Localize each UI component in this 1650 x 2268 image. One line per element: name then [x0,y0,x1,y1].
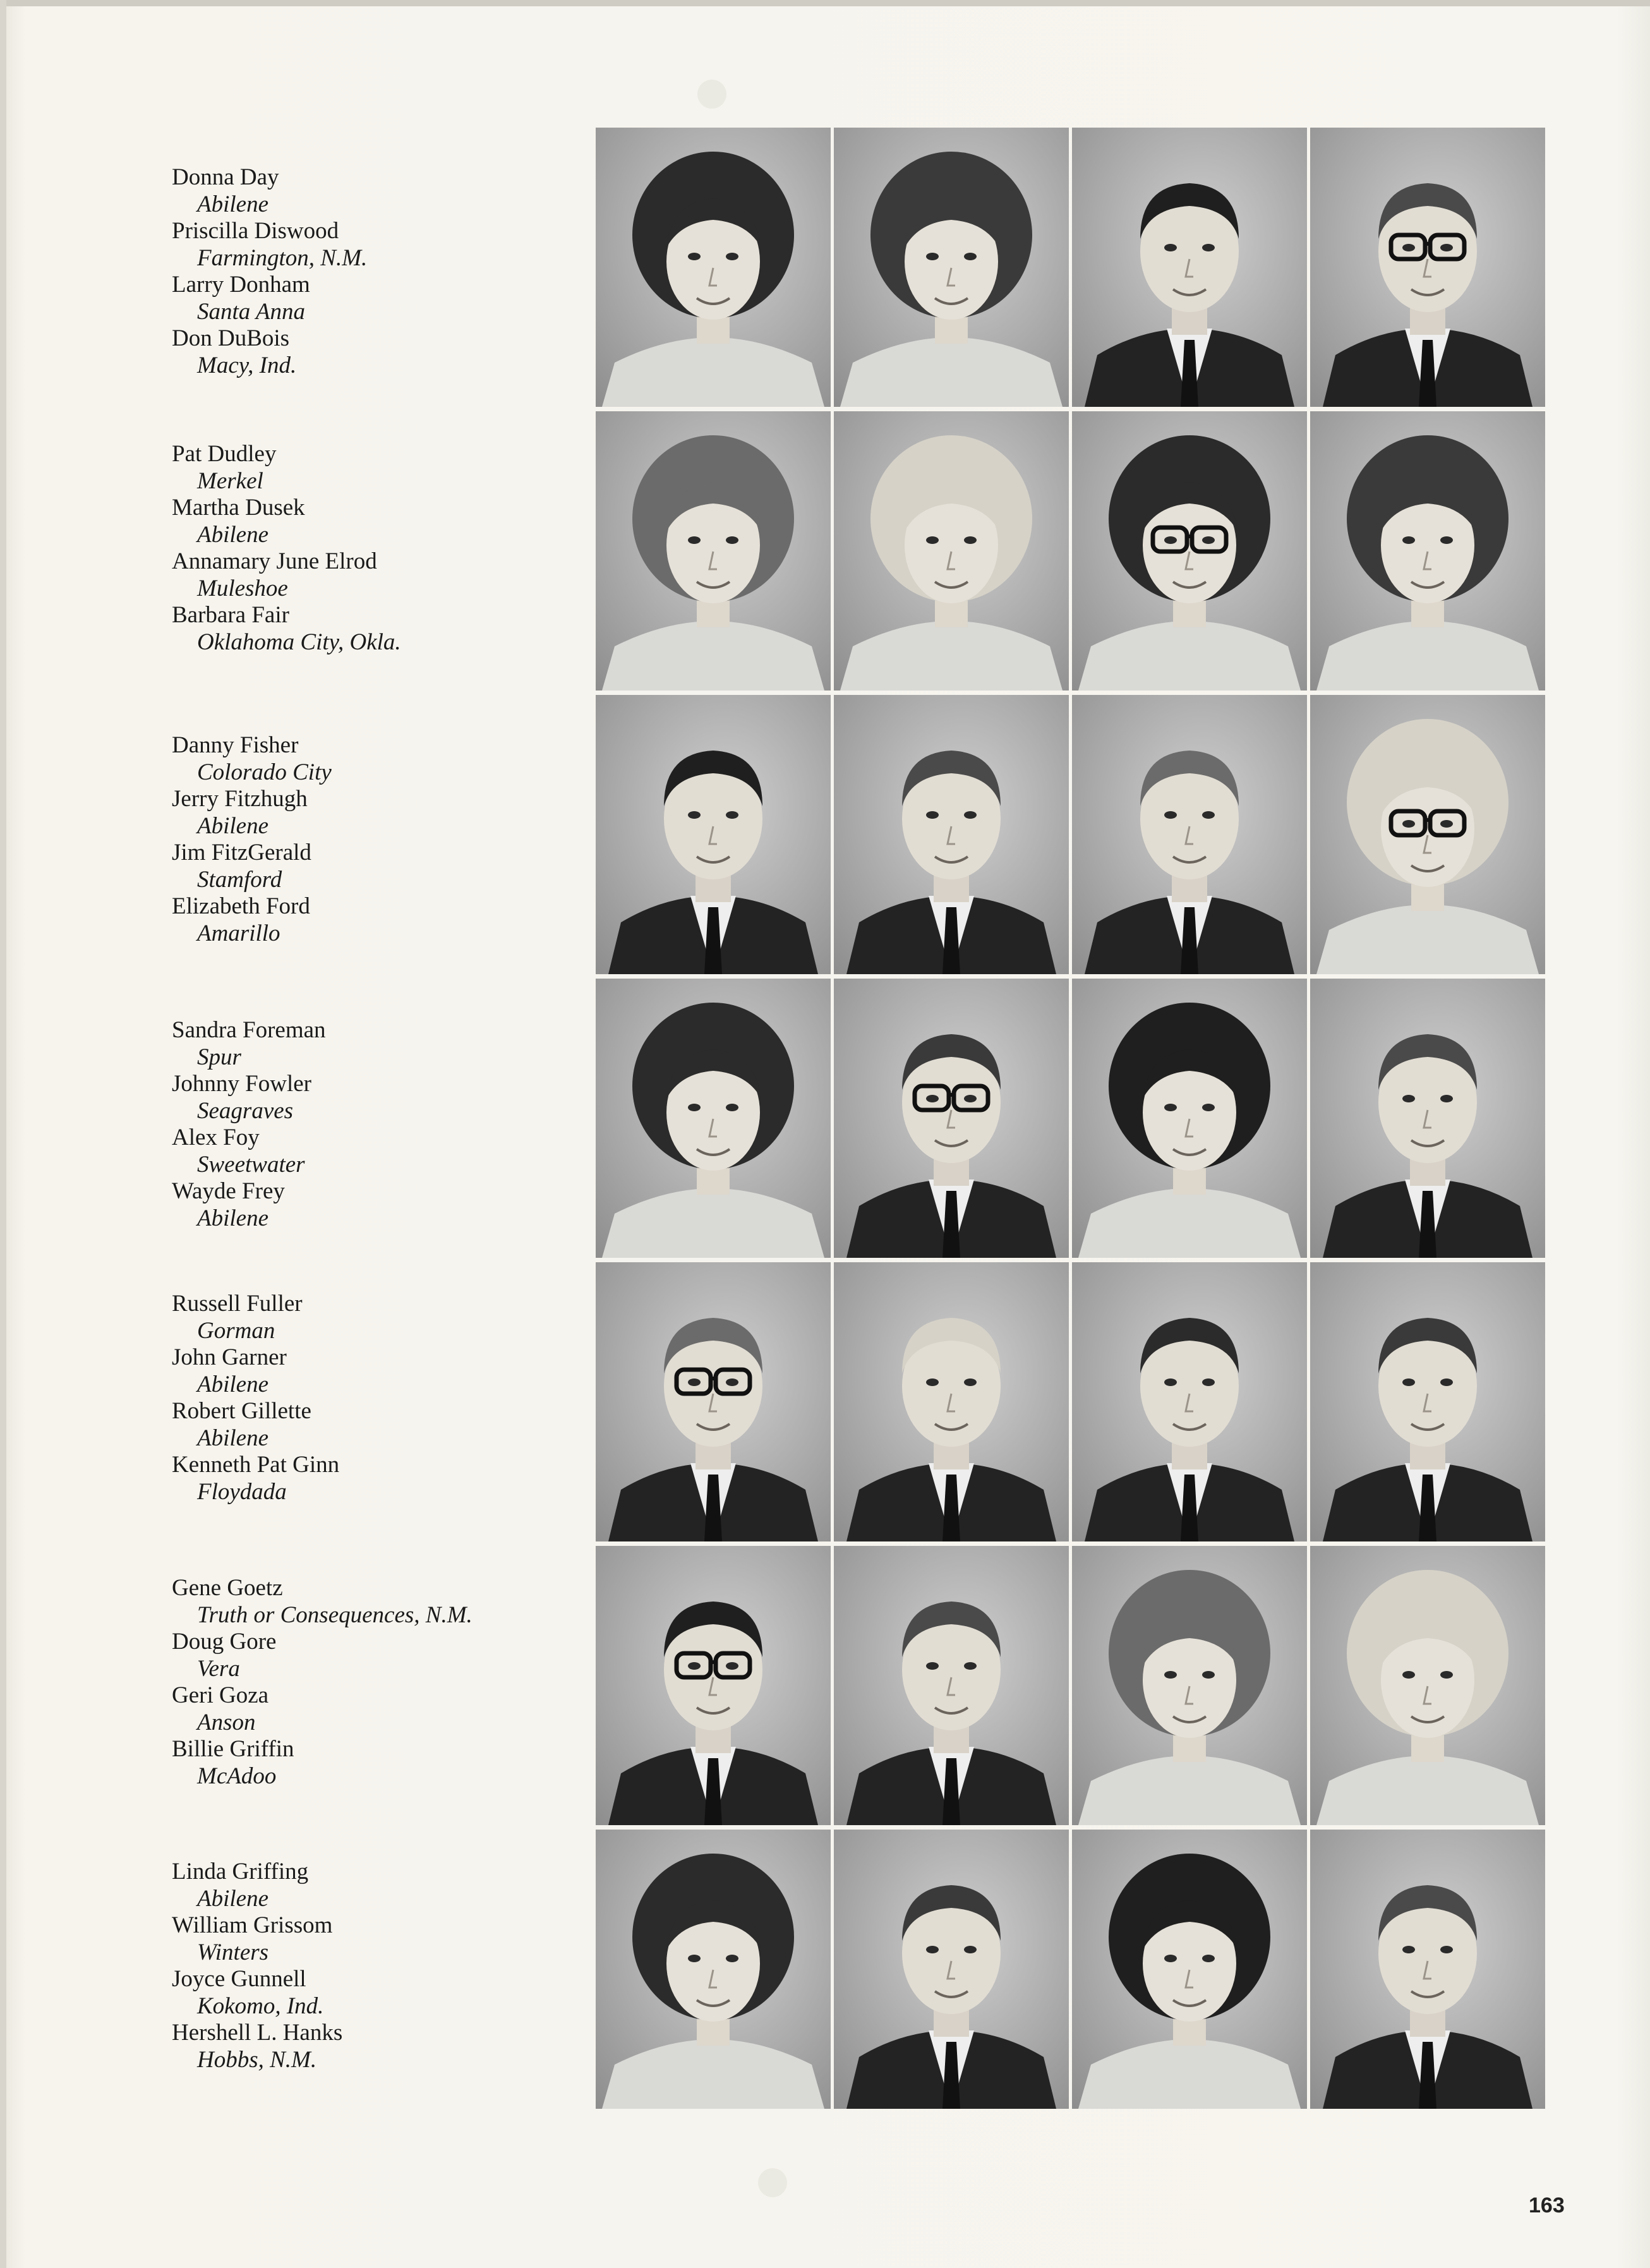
student-hometown: Amarillo [197,920,280,946]
caption-entry [172,1125,563,1178]
page-binding-edge [0,0,6,2268]
page-number: 163 [1529,2193,1565,2217]
student-hometown: Abilene [197,1885,269,1912]
caption-entry [172,1291,563,1344]
caption-group-4 [172,1017,563,1232]
student-hometown: Merkel [197,467,263,494]
student-hometown: Stamford [197,866,282,893]
caption-entry [172,1736,563,1790]
student-portrait [596,411,831,691]
caption-entry [172,495,563,548]
caption-entry [172,325,563,379]
student-hometown: Santa Anna [197,298,305,325]
student-hometown: Oklahoma City, Okla. [197,629,401,655]
student-portrait [1072,1546,1307,1825]
student-portrait [834,979,1069,1258]
student-name: Don DuBois [172,325,290,351]
caption-entry [172,1575,563,1629]
student-name: Barbara Fair [172,602,289,628]
student-name: Danny Fisher [172,732,299,758]
student-portrait [1310,695,1545,974]
student-hometown: Truth or Consequences, N.M. [197,1601,473,1628]
student-portrait [596,1830,831,2109]
student-name: John Garner [172,1344,287,1370]
caption-group-5 [172,1291,563,1505]
student-name: Larry Donham [172,272,310,298]
student-hometown: Gorman [197,1317,275,1344]
student-hometown: Farmington, N.M. [197,244,368,271]
student-name: Jerry Fitzhugh [172,786,308,812]
student-name: Sandra Foreman [172,1017,326,1043]
student-hometown: McAdoo [197,1763,277,1789]
caption-group-7 [172,1859,563,2073]
student-name: Linda Griffing [172,1859,309,1885]
student-portrait [834,695,1069,974]
student-portrait [596,1546,831,1825]
student-portrait [596,695,831,974]
caption-entry [172,1629,563,1682]
student-portrait [834,1546,1069,1825]
bleed-through-mark-bottom [758,2168,787,2197]
caption-entry [172,893,563,947]
student-name: Kenneth Pat Ginn [172,1452,340,1478]
caption-entry [172,840,563,893]
caption-group-1 [172,164,563,379]
student-portrait [1310,1262,1545,1541]
student-name: Priscilla Diswood [172,218,339,244]
student-portrait [1072,1262,1307,1541]
caption-entry [172,272,563,325]
caption-entry [172,218,563,272]
caption-entry [172,1859,563,1912]
caption-entry [172,1398,563,1452]
student-name: Annamary June Elrod [172,548,377,574]
student-portrait [834,411,1069,691]
caption-entry [172,732,563,786]
student-portrait [834,1830,1069,2109]
student-portrait [1072,128,1307,407]
caption-entry [172,786,563,840]
student-portrait [1072,411,1307,691]
bleed-through-mark-top [697,80,726,109]
caption-entry [172,1017,563,1071]
student-name: Elizabeth Ford [172,893,310,919]
caption-entry [172,1452,563,1505]
student-name: Robert Gillette [172,1398,311,1424]
student-portrait [1072,695,1307,974]
student-name: Russell Fuller [172,1291,303,1317]
caption-entry [172,1682,563,1736]
student-portrait [596,979,831,1258]
student-name: Gene Goetz [172,1575,283,1601]
student-name: Johnny Fowler [172,1071,311,1097]
student-name: Billie Griffin [172,1736,294,1762]
student-portrait [1310,1830,1545,2109]
student-portrait [1310,1546,1545,1825]
student-hometown: Macy, Ind. [197,352,297,378]
student-hometown: Anson [197,1709,256,1735]
caption-entry [172,441,563,495]
student-name: Joyce Gunnell [172,1966,306,1992]
caption-group-6 [172,1575,563,1790]
caption-group-2 [172,441,563,656]
caption-entry [172,1344,563,1398]
student-hometown: Hobbs, N.M. [197,2046,317,2073]
student-portrait [1072,1830,1307,2109]
student-hometown: Colorado City [197,759,332,785]
student-hometown: Abilene [197,191,269,217]
student-name: Pat Dudley [172,441,277,467]
caption-entry [172,602,563,656]
student-hometown: Abilene [197,812,269,839]
caption-entry [172,1912,563,1966]
student-hometown: Abilene [197,1425,269,1451]
student-name: Alex Foy [172,1125,260,1150]
caption-entry [172,548,563,602]
student-name: Donna Day [172,164,279,190]
student-name: Hershell L. Hanks [172,2020,343,2046]
student-hometown: Abilene [197,1205,269,1231]
student-name: Martha Dusek [172,495,305,521]
student-hometown: Sweetwater [197,1151,305,1178]
student-name: Jim FitzGerald [172,840,311,866]
student-portrait [596,1262,831,1541]
caption-entry [172,2020,563,2073]
student-name: William Grissom [172,1912,333,1938]
caption-entry [172,1178,563,1232]
page-top-edge [0,0,1650,6]
student-hometown: Kokomo, Ind. [197,1993,324,2019]
student-portrait [596,128,831,407]
caption-entry [172,1966,563,2020]
student-hometown: Floydada [197,1478,287,1505]
student-hometown: Abilene [197,521,269,548]
student-hometown: Vera [197,1655,240,1682]
student-portrait [1310,979,1545,1258]
student-portrait [1072,979,1307,1258]
student-portrait [1310,411,1545,691]
student-hometown: Muleshoe [197,575,288,601]
caption-entry [172,164,563,218]
student-hometown: Seagraves [197,1097,294,1124]
student-hometown: Winters [197,1939,269,1965]
student-hometown: Spur [197,1044,241,1070]
student-name: Geri Goza [172,1682,269,1708]
student-name: Wayde Frey [172,1178,285,1204]
student-hometown: Abilene [197,1371,269,1397]
student-portrait [834,1262,1069,1541]
caption-group-3 [172,732,563,947]
student-name: Doug Gore [172,1629,277,1655]
student-portrait [834,128,1069,407]
student-portrait [1310,128,1545,407]
caption-entry [172,1071,563,1125]
